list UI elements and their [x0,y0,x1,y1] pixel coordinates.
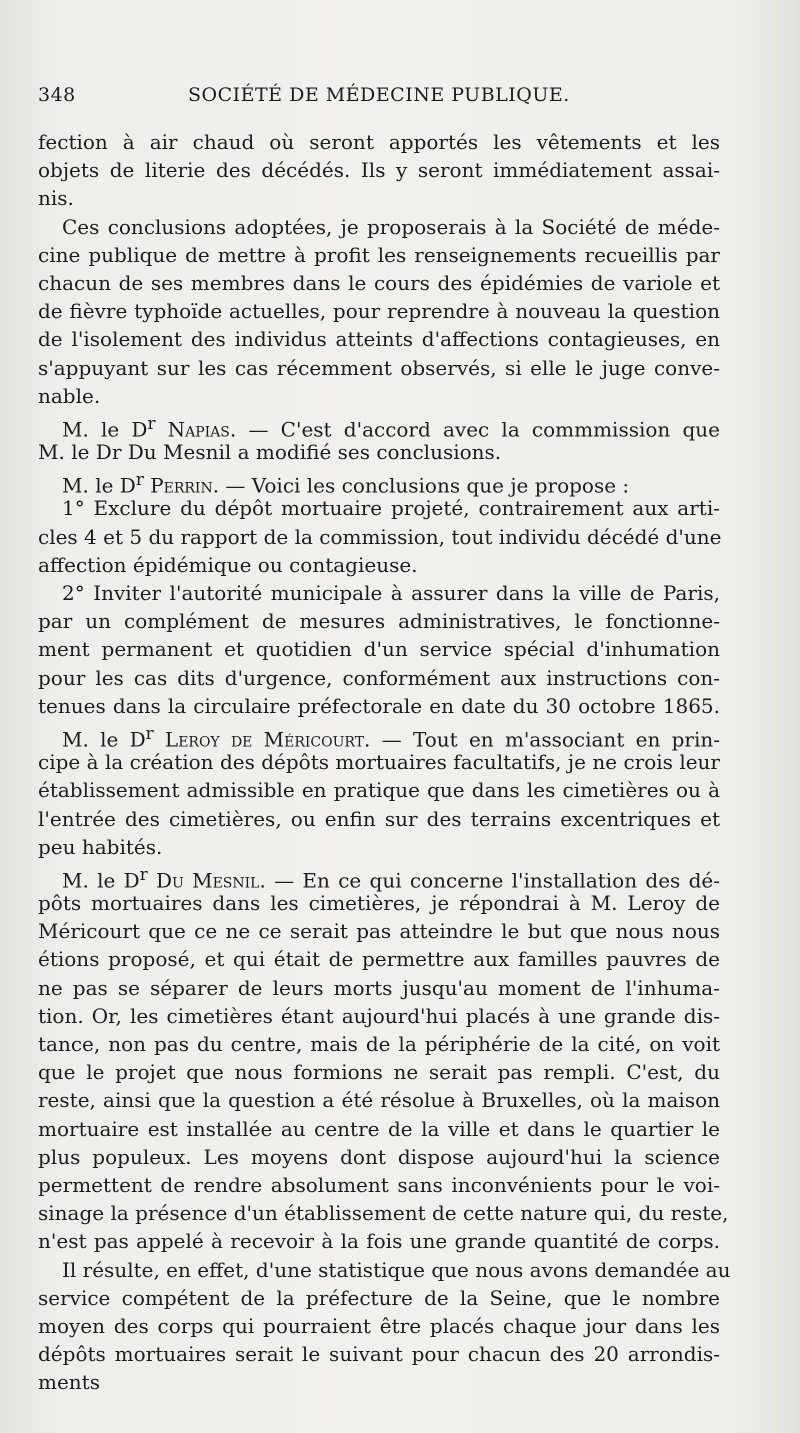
text-line: En ce qui concerne l'installation des dé- [302,868,720,893]
speaker-name: Leroy de Méricourt [164,727,365,752]
speaker-sup: r [145,723,154,743]
body-text [38,128,731,1396]
text-line: peu habités. [38,834,163,859]
text-line: l'entrée des cimetières, ou enfin sur des terrains excentriques et [38,806,720,831]
text-line: mortuaire est installée au centre de la ville et dans le quartier le [38,1116,720,1141]
speaker-sup: r [147,413,156,433]
text-line: 2° Inviter l'autorité municipale à assurer dans la ville de Paris, [62,581,720,605]
speaker-prefix: M. le D [62,868,140,893]
speaker-sup: r [139,864,148,884]
text-line: affection épidémique ou contagieuse. [38,552,418,577]
text-line: C'est d'accord avec la commmission que [280,417,721,442]
text-line: sinage la présence d'un établissement de cette nature qui, du reste, [38,1201,729,1226]
speaker-line-perrin [38,466,720,498]
text-line: pôts mortuaires dans les cimetières, je répondrai à M. Leroy de [38,891,720,916]
text-line: plus populeux. Les moyens dont dispose aujourd'hui la science [38,1144,720,1169]
text-line: n'est pas appelé à recevoir à la fois une grande quantité de corps. [38,1229,720,1254]
text-line: dépôts mortuaires serait le suivant pour chacun des 20 arrondis- [38,1342,720,1367]
text-line: ments [38,1370,100,1395]
speaker-sup: r [135,470,144,490]
text-line: cine publique de mettre à profit les renseignements recueillis par [38,242,720,267]
text-line: Tout en m'associant en prin- [412,727,721,752]
speaker-prefix: M. le D [62,473,136,498]
text-line: nis. [38,186,74,211]
text-line: de l'isolement des individus atteints d'affections contagieuses, en [38,327,720,352]
speaker-name: Perrin [150,473,213,498]
text-line: cipe à la création des dépôts mortuaires facultatifs, je ne crois leur [38,750,720,775]
speaker-prefix: M. le D [62,417,148,442]
text-line: reste, ainsi que la question a été résolue à Bruxelles, où la maison [38,1088,720,1113]
text-line: que le projet que nous formions ne serait pas rempli. C'est, du [38,1060,720,1085]
text-line: s'appuyant sur les cas récemment observés, si elle le juge conve- [38,355,720,380]
text-line: tion. Or, les cimetières étant aujourd'hui placés à une grande dis- [38,1003,720,1028]
speaker-line-dumesnil [38,861,720,893]
text-line: fection à air chaud où seront apportés les vêtements et les [38,130,720,154]
speaker-line-leroy [38,720,721,752]
speaker-name: Du Mesnil [155,868,260,893]
speaker-line-napias [38,410,721,442]
running-title: SOCIÉTÉ DE MÉDECINE PUBLIQUE. [188,84,570,106]
text-line: Voici les conclusions que je propose : [251,473,630,498]
text-line: tenues dans la circulaire préfectorale en date du 30 octobre 1865. [38,693,720,718]
page-header [38,84,578,114]
text-line: tance, non pas du centre, mais de la périphérie de la cité, on voit [38,1032,720,1056]
text-line: 1° Exclure du dépôt mortuaire projeté, contrairement aux arti- [62,496,720,521]
text-line: chacun de ses membres dans le cours des épidémies de variole et [38,270,720,295]
speaker-dash: . — [364,727,413,752]
text-line: objets de literie des décédés. Ils y seront immédiatement assai- [38,158,720,183]
text-line: ment permanent et quotidien d'un service spécial d'inhumation [38,637,720,662]
speaker-dash: . — [212,473,252,498]
speaker-name: Napias [167,417,230,442]
text-line: ne pas se séparer de leurs morts jusqu'au moment de l'inhuma- [38,975,720,1000]
speaker-dash: . — [229,417,281,442]
text-line: pour les cas dits d'urgence, conformément aux instructions con- [38,665,720,690]
text-line: établissement admissible en pratique que dans les cimetières ou à [38,778,720,803]
page-number: 348 [38,84,76,106]
text-line: par un complément de mesures administratives, le fonctionne- [38,609,720,634]
text-line: Méricourt que ce ne ce serait pas atteindre le but que nous nous [38,919,720,944]
text-line: service compétent de la préfecture de la Seine, que le nombre [38,1285,720,1310]
text-line: moyen des corps qui pourraient être placés chaque jour dans les [38,1313,720,1338]
text-line: M. le Dr Du Mesnil a modifié ses conclusions. [38,440,502,465]
text-line: cles 4 et 5 du rapport de la commission, tout individu décédé d'une [38,524,722,549]
speaker-prefix: M. le D [62,727,146,752]
text-line: Il résulte, en effet, d'une statistique que nous avons demandée au [62,1257,731,1282]
text-line: permettent de rendre absolument sans inconvénients pour le voi- [38,1172,720,1197]
text-line: de fièvre typhoïde actuelles, pour reprendre à nouveau la question [38,299,720,324]
text-line: nable. [38,383,101,408]
text-line: étions proposé, et qui était de permettre aux familles pauvres de [38,947,720,972]
speaker-dash: . — [259,868,303,893]
text-line: Ces conclusions adoptées, je proposerais à la Société de méde- [62,214,720,239]
